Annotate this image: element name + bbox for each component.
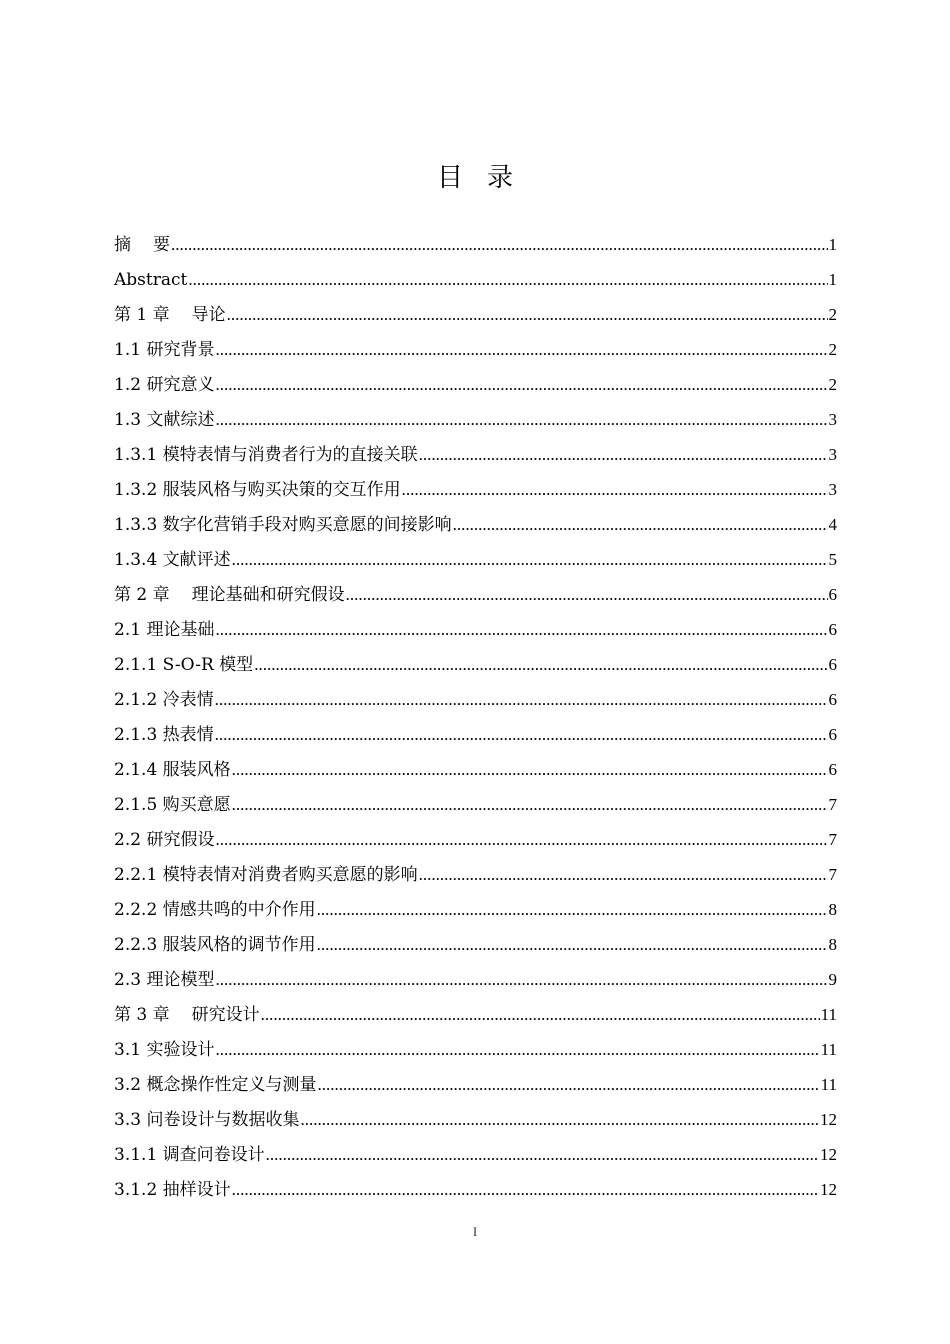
- toc-dot-leader: [215, 612, 827, 648]
- table-of-contents: [114, 227, 837, 1207]
- toc-entry[interactable]: [114, 472, 837, 507]
- toc-entry[interactable]: [114, 927, 837, 962]
- toc-entry-title: [114, 613, 214, 648]
- toc-page-number: 6: [828, 760, 837, 779]
- toc-page-number: 6: [828, 690, 837, 709]
- toc-dot-leader: [215, 1032, 819, 1068]
- toc-entry-text: 1.2 研究意义: [114, 375, 215, 395]
- toc-entry[interactable]: [114, 1137, 837, 1172]
- toc-entry[interactable]: [114, 332, 837, 367]
- toc-entry-text: 2.1.1 S-O-R 模型: [114, 655, 254, 675]
- toc-dot-leader: [227, 297, 828, 333]
- toc-page-number: 12: [820, 1145, 837, 1164]
- toc-entry[interactable]: [114, 297, 837, 332]
- toc-entry-title: [114, 1173, 231, 1208]
- toc-entry-text: 2.2 研究假设: [114, 830, 215, 850]
- toc-page-number: 6: [828, 620, 837, 639]
- toc-entry-title: [114, 928, 316, 963]
- toc-dot-leader: [215, 402, 827, 438]
- toc-entry[interactable]: [114, 262, 837, 297]
- toc-dot-leader: [215, 822, 827, 858]
- toc-entry-number: 第 2 章: [114, 585, 170, 605]
- toc-dot-leader: [317, 927, 828, 963]
- toc-page-number: 5: [828, 550, 837, 569]
- toc-dot-leader: [419, 857, 828, 893]
- toc-entry-text: 研究设计: [191, 1005, 260, 1025]
- toc-entry-title: [114, 263, 187, 298]
- toc-entry[interactable]: [114, 542, 837, 577]
- toc-entry-text: 3.2 概念操作性定义与测量: [114, 1075, 317, 1095]
- toc-dot-leader: [232, 1172, 819, 1208]
- toc-entry-text: 2.2.2 情感共鸣的中介作用: [114, 900, 316, 920]
- toc-dot-leader: [300, 1102, 819, 1138]
- toc-dot-leader: [215, 682, 828, 718]
- toc-entry[interactable]: [114, 717, 837, 752]
- toc-entry-title: [114, 508, 452, 543]
- toc-dot-leader: [232, 752, 828, 788]
- toc-page-number: 1: [828, 235, 837, 254]
- toc-page-number: 6: [828, 585, 837, 604]
- toc-page-number: 12: [820, 1110, 837, 1129]
- toc-page-number: 7: [828, 830, 837, 849]
- toc-dot-leader: [232, 542, 828, 578]
- toc-entry-title: [114, 753, 231, 788]
- toc-page-number: 3: [828, 410, 837, 429]
- toc-entry-text: 2.1.3 热表情: [114, 725, 214, 745]
- toc-page-number: 9: [828, 970, 837, 989]
- toc-page-number: 11: [820, 1075, 837, 1094]
- toc-dot-leader: [453, 507, 828, 543]
- toc-entry[interactable]: [114, 437, 837, 472]
- toc-entry[interactable]: [114, 1032, 837, 1067]
- toc-entry-text: 3.1.1 调查问卷设计: [114, 1145, 265, 1165]
- toc-entry-title: [114, 858, 418, 893]
- toc-entry-title: [114, 473, 401, 508]
- toc-entry[interactable]: [114, 402, 837, 437]
- toc-page-number: 6: [828, 725, 837, 744]
- toc-entry[interactable]: [114, 787, 837, 822]
- toc-entry-title: [114, 718, 214, 753]
- toc-dot-leader: [188, 262, 827, 298]
- toc-page-number: 8: [828, 935, 837, 954]
- toc-entry[interactable]: [114, 612, 837, 647]
- toc-entry-text: 3.1 实验设计: [114, 1040, 215, 1060]
- toc-dot-leader: [215, 962, 827, 998]
- toc-page-number: 2: [828, 340, 837, 359]
- toc-entry[interactable]: [114, 1102, 837, 1137]
- toc-entry-text: 1.3 文献综述: [114, 410, 215, 430]
- toc-dot-leader: [346, 577, 828, 613]
- toc-entry-title: [114, 893, 316, 928]
- toc-entry[interactable]: [114, 997, 837, 1032]
- toc-entry-text: Abstract: [114, 270, 188, 290]
- toc-entry-title: [114, 438, 418, 473]
- toc-entry-title: [114, 543, 231, 578]
- toc-entry-title: [114, 228, 170, 263]
- toc-entry-text: 2.1 理论基础: [114, 620, 215, 640]
- toc-page-number: 11: [820, 1005, 837, 1024]
- toc-page-number: 12: [820, 1180, 837, 1199]
- toc-entry-title: [114, 1033, 214, 1068]
- toc-entry[interactable]: [114, 682, 837, 717]
- toc-entry-title: [114, 403, 214, 438]
- toc-entry-title: [114, 298, 226, 333]
- toc-dot-leader: [419, 437, 828, 473]
- toc-page-number: 7: [828, 865, 837, 884]
- toc-entry-text: 1.3.1 模特表情与消费者行为的直接关联: [114, 445, 418, 465]
- toc-entry-title: [114, 683, 214, 718]
- title-char-2: 录: [487, 163, 514, 193]
- toc-dot-leader: [171, 227, 828, 263]
- toc-entry[interactable]: [114, 822, 837, 857]
- toc-entry-title: [114, 333, 214, 368]
- toc-entry[interactable]: [114, 892, 837, 927]
- toc-entry-text: 2.1.4 服装风格: [114, 760, 231, 780]
- toc-entry-text: 理论基础和研究假设: [191, 585, 345, 605]
- toc-entry-number: 第 3 章: [114, 1005, 170, 1025]
- title-char-1: 目: [436, 163, 463, 193]
- toc-dot-leader: [215, 717, 828, 753]
- toc-entry-text: 2.3 理论模型: [114, 970, 215, 990]
- toc-entry-title: [114, 788, 231, 823]
- toc-entry-text: 1.1 研究背景: [114, 340, 215, 360]
- toc-page-number: 11: [820, 1040, 837, 1059]
- toc-entry[interactable]: [114, 227, 837, 262]
- toc-entry-title: [114, 1138, 265, 1173]
- toc-entry-title: [114, 648, 253, 683]
- toc-entry[interactable]: [114, 962, 837, 997]
- toc-page-number: 1: [828, 270, 837, 289]
- toc-entry-title: [114, 368, 214, 403]
- toc-entry-text: 3.1.2 抽样设计: [114, 1180, 231, 1200]
- toc-entry-text: 2.1.5 购买意愿: [114, 795, 231, 815]
- toc-entry-title: [114, 578, 345, 613]
- toc-entry-title: [114, 1068, 316, 1103]
- page-number: I: [472, 1224, 478, 1239]
- toc-entry[interactable]: [114, 367, 837, 402]
- toc-entry[interactable]: [114, 647, 837, 682]
- toc-dot-leader: [402, 472, 828, 508]
- toc-entry-number: 摘: [114, 235, 131, 255]
- toc-page-number: 2: [828, 375, 837, 394]
- toc-entry-text: 1.3.3 数字化营销手段对购买意愿的间接影响: [114, 515, 452, 535]
- toc-page-number: 7: [828, 795, 837, 814]
- toc-page-number: 3: [828, 480, 837, 499]
- toc-entry[interactable]: [114, 507, 837, 542]
- toc-entry-text: 3.3 问卷设计与数据收集: [114, 1110, 300, 1130]
- toc-page-number: 2: [828, 305, 837, 324]
- toc-entry-text: 1.3.4 文献评述: [114, 550, 231, 570]
- toc-entry[interactable]: [114, 577, 837, 612]
- toc-page-number: 4: [828, 515, 837, 534]
- toc-entry-title: [114, 963, 214, 998]
- toc-dot-leader: [254, 647, 827, 683]
- toc-entry-text: 2.2.3 服装风格的调节作用: [114, 935, 316, 955]
- toc-entry-text: 导论: [191, 305, 226, 325]
- toc-entry-title: [114, 823, 214, 858]
- toc-entry[interactable]: [114, 1172, 837, 1207]
- toc-entry-title: [114, 998, 260, 1033]
- toc-entry-text: 2.1.2 冷表情: [114, 690, 214, 710]
- toc-dot-leader: [232, 787, 828, 823]
- toc-dot-leader: [317, 1067, 819, 1103]
- toc-page-number: 3: [828, 445, 837, 464]
- toc-entry-number: 第 1 章: [114, 305, 170, 325]
- toc-dot-leader: [215, 332, 827, 368]
- toc-entry-text: 要: [153, 235, 170, 255]
- toc-entry[interactable]: [114, 857, 837, 892]
- toc-dot-leader: [215, 367, 827, 403]
- toc-entry-text: 1.3.2 服装风格与购买决策的交互作用: [114, 480, 401, 500]
- page-title: [0, 160, 950, 196]
- toc-page-number: 8: [828, 900, 837, 919]
- toc-dot-leader: [266, 1137, 819, 1173]
- toc-entry[interactable]: [114, 752, 837, 787]
- toc-page-number: 6: [828, 655, 837, 674]
- toc-dot-leader: [317, 892, 828, 928]
- toc-entry[interactable]: [114, 1067, 837, 1102]
- toc-dot-leader: [261, 997, 820, 1033]
- toc-entry-title: [114, 1103, 299, 1138]
- toc-entry-text: 2.2.1 模特表情对消费者购买意愿的影响: [114, 865, 418, 885]
